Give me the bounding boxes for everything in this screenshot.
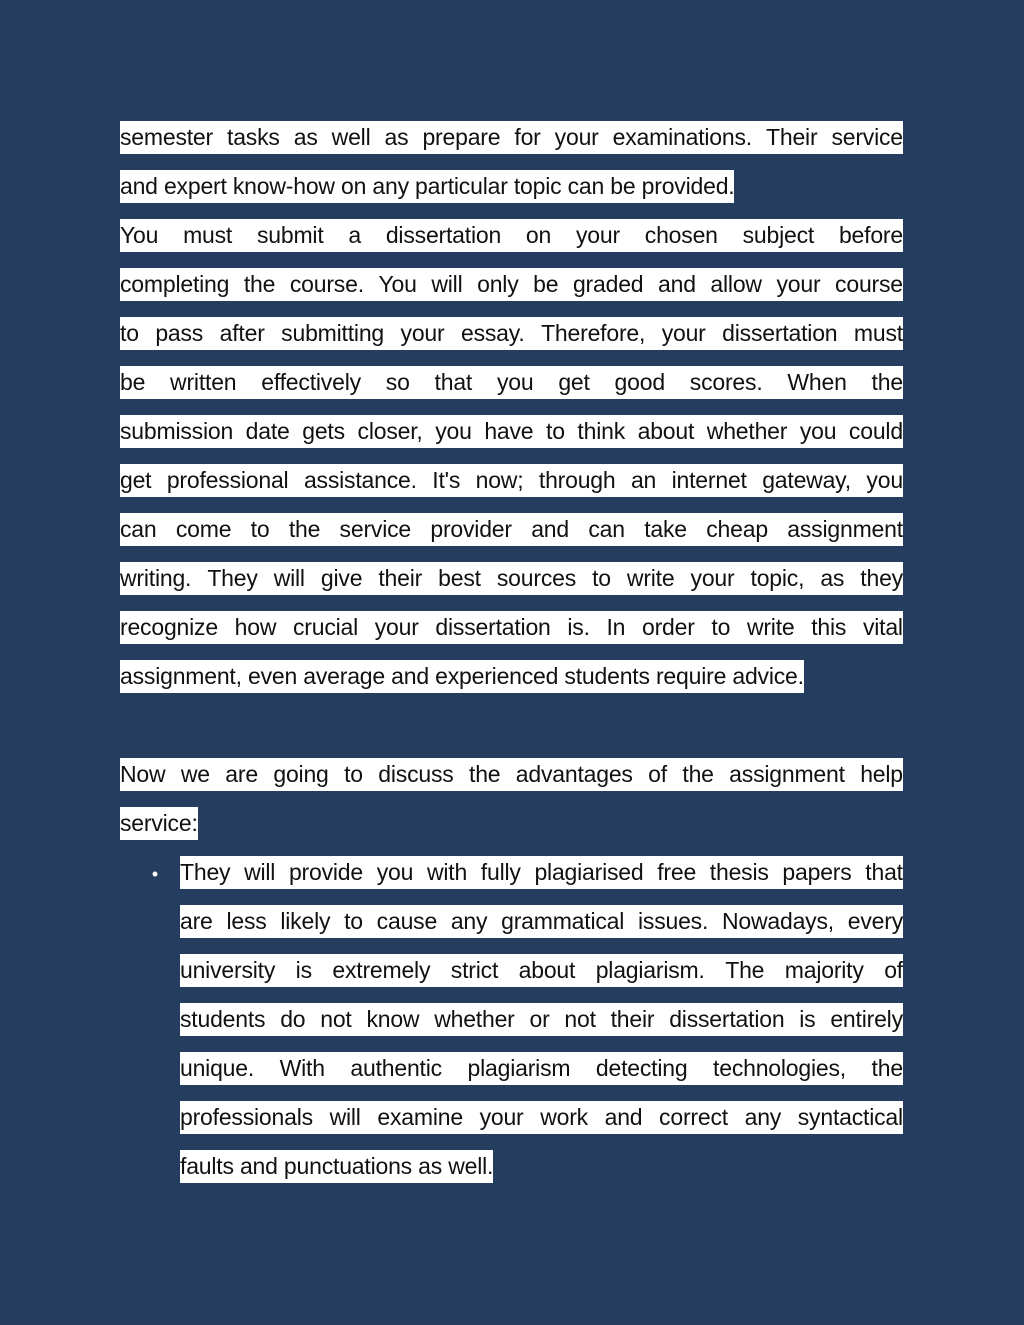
bullet-point-icon: • [151,864,159,884]
word: papers [782,859,852,885]
word: gateway, [762,467,851,493]
word: the [243,271,276,297]
word: only [477,271,519,297]
word: to [120,320,139,346]
bullet-item-1-line-6 [180,1101,903,1134]
word: technologies, [713,1055,846,1081]
paragraph-1-line-2-text: and expert know-how on any particular topic can be provided. [120,170,734,203]
word: provider [430,516,512,542]
word: chosen [644,222,718,248]
word: fully [480,859,521,885]
word: examinations. [612,124,752,150]
word: you [435,418,472,444]
word: extremely [332,957,431,983]
paragraph-3-line-2 [120,807,903,840]
word: the [288,516,321,542]
bullet-item-1-line-4 [180,1003,903,1036]
word: essay. [460,320,525,346]
paragraph-2-line-6 [120,464,903,497]
word: students [180,1006,266,1032]
word: assignment [729,761,845,787]
word: graded [572,271,644,297]
bullet-item-1-line-7-text: faults and punctuations as well. [180,1150,493,1183]
word: dissertation [385,222,502,248]
word: less [226,908,267,934]
word: closer, [357,418,423,444]
word: service [339,516,411,542]
word: strict [450,957,499,983]
word: is. [567,614,590,640]
word: course. [289,271,364,297]
word: best [438,565,481,591]
word: date [245,418,290,444]
word: allow [710,271,762,297]
word: are [225,761,258,787]
word: how [234,614,277,640]
paragraph-3-line-1 [120,758,903,791]
word: we [180,761,210,787]
bullet-item-1-line-7 [180,1150,903,1183]
word: to [344,761,363,787]
word: dissertation [722,320,838,346]
word: write [626,565,675,591]
word: help [860,761,903,787]
word: of [648,761,667,787]
word: Therefore, [541,320,646,346]
word: the [469,761,501,787]
word: will [431,271,463,297]
word: do [280,1006,306,1032]
word: the [871,369,903,395]
word: that [434,369,473,395]
word: It's [432,467,461,493]
paragraph-2-line-3 [120,317,903,350]
paragraph-3-line-2-text: service: [120,807,198,840]
word: work [540,1104,588,1130]
word: an [630,467,657,493]
word: of [884,957,903,983]
word: after [219,320,265,346]
word: crucial [292,614,359,640]
word: free [657,859,697,885]
word: course [835,271,903,297]
word: so [385,369,410,395]
word: and [604,1104,643,1130]
word: vital [862,614,903,640]
word: tasks [227,124,280,150]
bullet-item-1-line-5 [180,1052,903,1085]
word: university [180,957,276,983]
word: the [682,761,714,787]
word: authentic [350,1055,442,1081]
word: submit [256,222,324,248]
word: come [175,516,232,542]
word: The [725,957,765,983]
word: about [637,418,695,444]
paragraph-2-line-8 [120,562,903,595]
word: correct [659,1104,728,1130]
word: professional [166,467,289,493]
word: advantages [515,761,633,787]
word: can [120,516,157,542]
word: scores. [689,369,763,395]
word: detecting [595,1055,688,1081]
word: about [518,957,576,983]
word: grammatical [501,908,625,934]
word: You [378,271,417,297]
word: assistance. [303,467,417,493]
word: must [183,222,233,248]
paragraph-2-line-5 [120,415,903,448]
word: your [400,320,445,346]
word: your [776,271,821,297]
word: assignment [787,516,903,542]
word: every [847,908,903,934]
word: you [496,369,534,395]
word: your [575,222,620,248]
word: sources [496,565,577,591]
word: recognize [120,614,218,640]
word: must [853,320,903,346]
word: not [320,1006,352,1032]
word: the [871,1055,903,1081]
word: they [860,565,903,591]
word: to [711,614,731,640]
word: whether [706,418,788,444]
word: examine [377,1104,463,1130]
paragraph-2-line-1 [120,219,903,252]
paragraph-2-line-9 [120,611,903,644]
paragraph-2-line-4 [120,366,903,399]
word: as [293,124,318,150]
word: In [606,614,626,640]
word: on [525,222,552,248]
bullet-item-1-line-3 [180,954,903,987]
word: your [690,565,735,591]
word: to [546,418,565,444]
word: cause [376,908,438,934]
word: effectively [261,369,361,395]
word: Nowadays, [721,908,834,934]
word: plagiarism [467,1055,571,1081]
word: When [787,369,847,395]
word: prepare [422,124,501,150]
word: to [250,516,270,542]
word: have [484,418,534,444]
word: plagiarism. [595,957,705,983]
paragraph-2-line-10 [120,660,903,693]
word: your [479,1104,524,1130]
word: discuss [378,761,454,787]
word: With [279,1055,325,1081]
word: and [531,516,569,542]
word: be [120,369,146,395]
word: good [614,369,665,395]
word: They [180,859,231,885]
word: subject [742,222,815,248]
paragraph-1-line-1 [120,121,903,154]
word: pass [155,320,204,346]
word: their [378,565,423,591]
word: plagiarised [534,859,644,885]
word: as [820,565,845,591]
word: thesis [709,859,769,885]
word: a [348,222,361,248]
word: dissertation [669,1006,785,1032]
word: through [538,467,616,493]
word: will [273,565,305,591]
paragraph-2-line-7 [120,513,903,546]
word: or [529,1006,550,1032]
paragraph-1-line-2 [120,170,903,203]
word: be [533,271,559,297]
word: can [588,516,625,542]
word: is [799,1006,816,1032]
word: any [744,1104,782,1130]
word: and [658,271,696,297]
word: that [865,859,903,885]
word: majority [784,957,864,983]
word: writing. [120,565,192,591]
word: semester [120,124,213,150]
paragraph-2-line-2 [120,268,903,301]
word: their [610,1006,655,1032]
word: are [180,908,213,934]
word: syntactical [797,1104,903,1130]
word: written [170,369,237,395]
word: Their [766,124,818,150]
word: submission [120,418,234,444]
word: professionals [180,1104,313,1130]
word: could [848,418,903,444]
word: you [376,859,414,885]
word: issues. [637,908,709,934]
word: will [244,859,276,885]
word: take [644,516,687,542]
word: you [799,418,837,444]
word: for [514,124,541,150]
word: get [558,369,590,395]
word: unique. [180,1055,255,1081]
word: You [120,222,159,248]
word: your [554,124,599,150]
word: likely [280,908,331,934]
word: know [366,1006,420,1032]
word: think [577,418,625,444]
word: as [384,124,409,150]
word: submitting [281,320,384,346]
word: completing [120,271,230,297]
bullet-item-1-line-2 [180,905,903,938]
word: dissertation [435,614,551,640]
word: provide [288,859,363,885]
word: is [295,957,312,983]
word: service [831,124,903,150]
word: order [642,614,695,640]
word: going [273,761,329,787]
word: topic, [750,565,805,591]
word: will [329,1104,361,1130]
word: to [344,908,363,934]
word: cheap [706,516,768,542]
word: whether [434,1006,515,1032]
word: any [450,908,488,934]
word: this [811,614,847,640]
word: They [207,565,258,591]
word: Now [120,761,166,787]
word: with [426,859,468,885]
word: get [120,467,152,493]
word: well [331,124,371,150]
word: write [746,614,795,640]
bullet-item-1-line-1 [180,856,903,889]
word: gets [302,418,345,444]
paragraph-2-line-10-text: assignment, even average and experienced students require advice. [120,660,804,693]
word: internet [671,467,747,493]
word: before [838,222,903,248]
word: you [866,467,903,493]
word: give [320,565,363,591]
word: entirely [830,1006,903,1032]
word: your [374,614,419,640]
word: now; [475,467,524,493]
word: not [564,1006,596,1032]
word: your [661,320,706,346]
word: to [592,565,611,591]
